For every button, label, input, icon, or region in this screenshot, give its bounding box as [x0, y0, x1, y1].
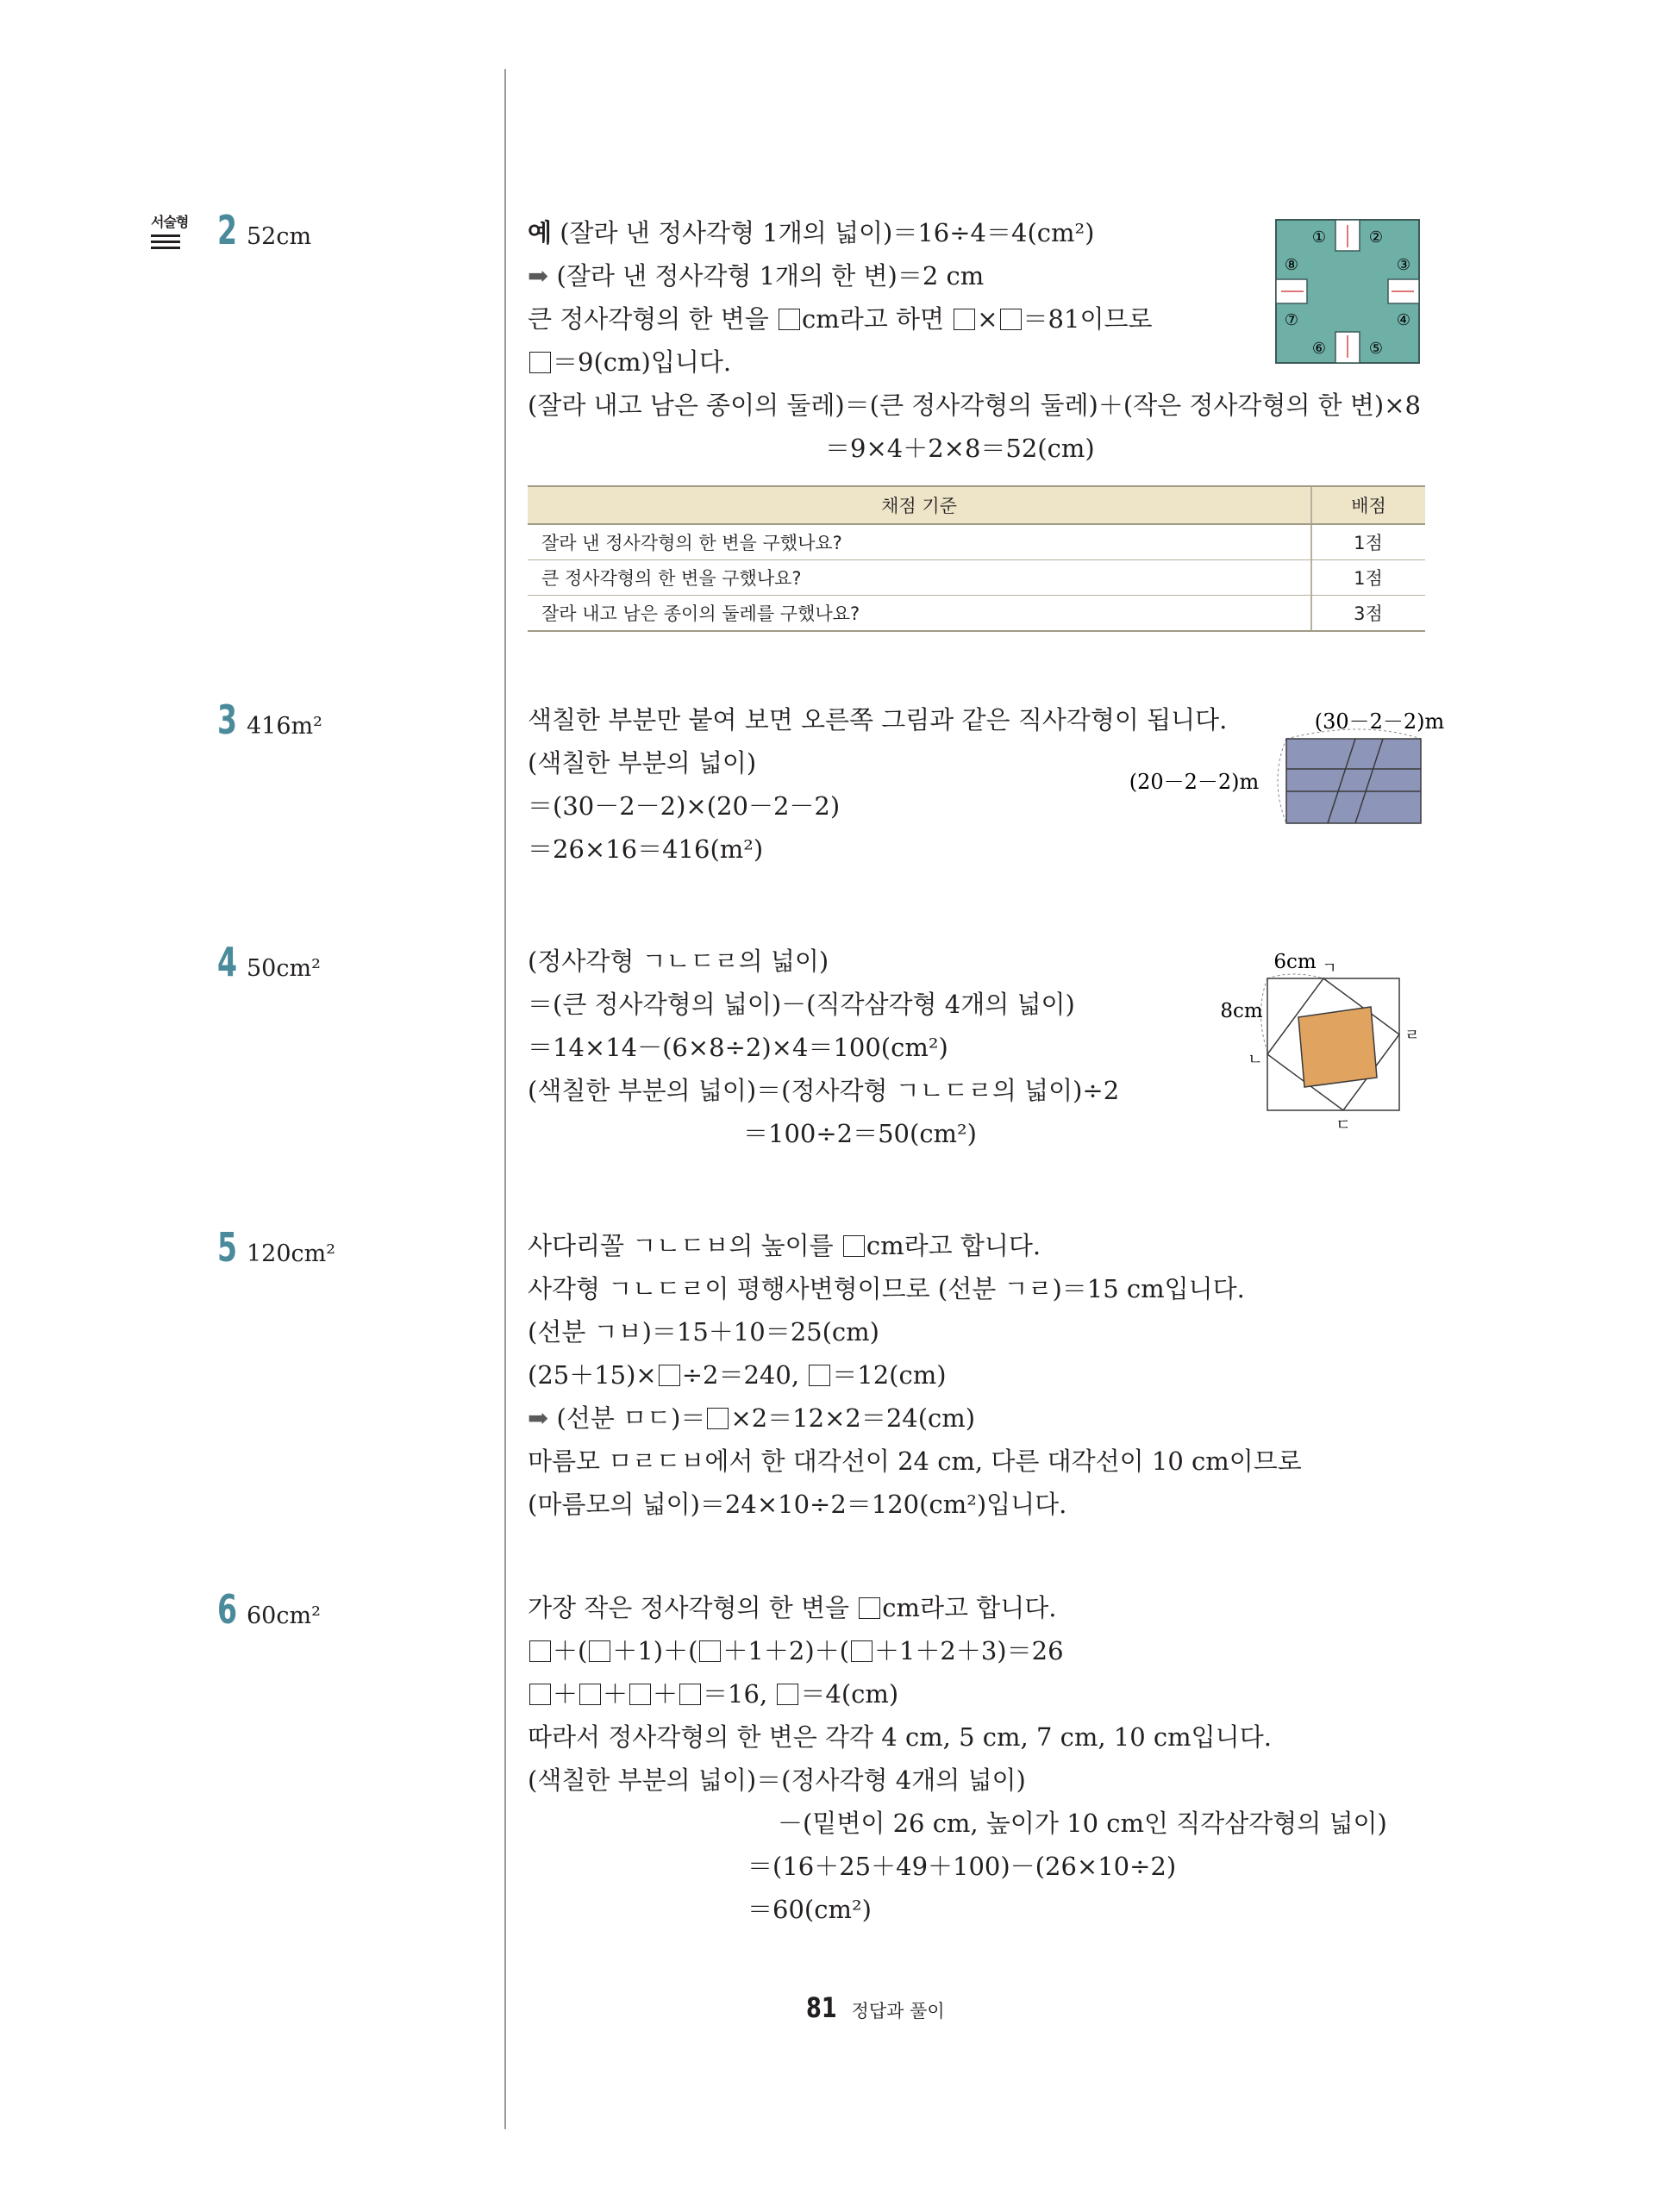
criteria-cell: 잘라 낸 정사각형의 한 변을 구했나요?: [528, 524, 1311, 560]
fig-label: ⑤: [1368, 340, 1384, 358]
solution-text: ＝12(cm): [832, 1360, 947, 1390]
shaded-square: [1298, 1007, 1377, 1087]
fig-label: ⑦: [1284, 311, 1299, 329]
blank-box: [843, 1235, 865, 1257]
solution-text: cm라고 하면: [802, 304, 953, 334]
table-row: [528, 596, 1425, 632]
blank-box: [529, 1684, 551, 1705]
solution-text: 큰 정사각형의 한 변을: [528, 304, 777, 334]
solution-text: ÷2＝240,: [681, 1360, 808, 1390]
badge-line: [151, 247, 180, 249]
solution-line: 색칠한 부분만 붙여 보면 오른쪽 그림과 같은 직사각형이 됩니다.: [528, 705, 1228, 734]
fig-label: ④: [1396, 311, 1411, 329]
solution-text: 가장 작은 정사각형의 한 변을: [528, 1593, 858, 1622]
solution-line: －(밑변이 26 cm, 높이가 10 cm인 직각삼각형의 넓이): [778, 1809, 1387, 1838]
answer-number: 3: [217, 697, 238, 743]
solution-text: ＝81이므로: [1023, 304, 1153, 334]
solution-text: (25＋15)×: [528, 1360, 657, 1390]
solution-line: 따라서 정사각형의 한 변은 각각 4 cm, 5 cm, 7 cm, 10 cm입니다.: [528, 1722, 1272, 1752]
footer-title: 정답과 풀이: [851, 2001, 945, 2021]
solution-line: (마름모의 넓이)＝24×10÷2＝120(cm²)입니다.: [528, 1490, 1067, 1519]
solution-text: ＋: [553, 1679, 579, 1709]
rectangle-road-figure: [1129, 703, 1448, 832]
solution-text: 사다리꼴 ㄱㄴㄷㅂ의 높이를: [528, 1231, 841, 1260]
blank-box: [589, 1640, 610, 1662]
answer-value: 120cm²: [247, 1240, 336, 1267]
answer-number: 5: [217, 1224, 238, 1271]
point-label: ㄱ: [1322, 959, 1337, 978]
answer-number: 2: [217, 207, 238, 253]
badge-line: [151, 241, 180, 243]
descriptive-badge: [151, 211, 196, 249]
solution-text: ＝4(cm): [800, 1679, 899, 1709]
table-row: [528, 560, 1425, 596]
solution-line: ＝100÷2＝50(cm²): [743, 1119, 977, 1148]
arrow-icon: ➡: [528, 261, 549, 291]
solution-text: ＝16,: [703, 1679, 776, 1709]
fig-label: ⑥: [1311, 340, 1327, 358]
solution-line: (잘라 낸 정사각형 1개의 한 변)＝2 cm: [556, 261, 985, 291]
blank-box: [707, 1408, 729, 1429]
header-points: 배점: [1311, 486, 1425, 524]
page-footer: [806, 1991, 945, 2024]
solution-line: 마름모 ㅁㄹㄷㅂ에서 한 대각선이 24 cm, 다른 대각선이 10 cm이므로: [528, 1447, 1302, 1476]
arrow-icon: ➡: [528, 1403, 549, 1433]
solution-5: [528, 1224, 1302, 1526]
answer-3: [217, 697, 322, 743]
answer-value: 50cm²: [247, 955, 321, 982]
blank-box: [529, 1640, 551, 1662]
solution-text: cm라고 합니다.: [866, 1231, 1041, 1260]
solution-line: ＝60(cm²): [747, 1895, 872, 1924]
solution-text: cm라고 합니다.: [882, 1593, 1057, 1622]
solution-line: 사각형 ㄱㄴㄷㄹ이 평행사변형이므로 (선분 ㄱㄹ)＝15 cm입니다.: [528, 1274, 1245, 1303]
fig-left-label: (20－2－2)m: [1129, 770, 1260, 794]
blank-box: [679, 1684, 701, 1705]
blank-box: [809, 1365, 830, 1386]
solution-line: ＝26×16＝416(m²): [528, 834, 764, 864]
points-cell: 1점: [1311, 524, 1425, 560]
solution-text: ＋: [653, 1679, 679, 1709]
solution-line: (색칠한 부분의 넓이)＝(정사각형 ㄱㄴㄷㄹ의 넓이)÷2: [528, 1076, 1120, 1105]
blank-box: [579, 1684, 601, 1705]
blank-box: [659, 1365, 680, 1386]
solution-text: ＋1)＋(: [612, 1636, 698, 1665]
blank-box: [1000, 309, 1022, 330]
points-cell: 1점: [1311, 560, 1425, 596]
table-header-row: [528, 486, 1425, 524]
shaded-rectangle: [1286, 739, 1421, 823]
points-cell: 3점: [1311, 596, 1425, 632]
criteria-cell: 큰 정사각형의 한 변을 구했나요?: [528, 560, 1311, 596]
answer-2: [217, 207, 311, 253]
solution-4: [528, 940, 1119, 1155]
solution-text: ＋: [603, 1679, 629, 1709]
blank-box: [629, 1684, 651, 1705]
blank-box: [859, 1597, 880, 1619]
blank-box: [699, 1640, 721, 1662]
answer-5: [217, 1224, 335, 1271]
point-label: ㄹ: [1404, 1027, 1420, 1045]
solution-6: [528, 1586, 1387, 1931]
solution-line: ＝(16＋25＋49＋100)－(26×10÷2): [747, 1852, 1177, 1881]
badge-label: 서술형: [151, 214, 189, 230]
solution-line: ＝(30－2－2)×(20－2－2): [528, 791, 841, 821]
blank-box: [954, 309, 975, 330]
solution-line: ＝9×4＋2×8＝52(cm): [825, 434, 1095, 463]
solution-text: ×: [977, 304, 998, 334]
scoring-table: [528, 485, 1425, 632]
solution-text: ＋(: [553, 1636, 588, 1665]
answer-number: 4: [217, 939, 238, 985]
inscribed-square-figure: [1207, 944, 1431, 1138]
answer-value: 52cm: [247, 223, 312, 250]
left-brace: [1278, 739, 1286, 823]
solution-text: (선분 ㅁㄷ)＝: [548, 1403, 706, 1433]
fig-top-label: 6cm: [1273, 951, 1317, 973]
answer-value: 60cm²: [247, 1603, 321, 1629]
solution-line: (정사각형 ㄱㄴㄷㄹ의 넓이): [528, 947, 829, 976]
page-number: 81: [806, 1991, 837, 2024]
point-label: ㄴ: [1248, 1051, 1263, 1069]
blank-box: [777, 1684, 798, 1705]
solution-text: ×2＝12×2＝24(cm): [730, 1403, 976, 1433]
solution-line: (선분 ㄱㅂ)＝15＋10＝25(cm): [528, 1317, 879, 1347]
blank-box: [779, 309, 800, 330]
solution-line: (잘라 내고 남은 종이의 둘레)＝(큰 정사각형의 둘레)＋(작은 정사각형의 한 변)×8: [528, 391, 1421, 420]
solution-text: ＋1＋2)＋(: [722, 1636, 849, 1665]
solution-line: (잘라 낸 정사각형 1개의 넓이)＝16÷4＝4(cm²): [560, 218, 1095, 247]
fig-label: ②: [1368, 228, 1384, 247]
blank-box: [851, 1640, 873, 1662]
fig-label: ⑧: [1284, 256, 1299, 274]
answer-4: [217, 939, 321, 985]
solution-3: [528, 698, 1227, 871]
solution-line: ＝(큰 정사각형의 넓이)－(직각삼각형 4개의 넓이): [528, 990, 1075, 1019]
answer-number: 6: [217, 1586, 238, 1633]
criteria-cell: 잘라 내고 남은 종이의 둘레를 구했나요?: [528, 596, 1311, 632]
fig-label: ③: [1396, 256, 1411, 274]
solution-line: (색칠한 부분의 넓이): [528, 748, 757, 778]
badge-line: [151, 234, 180, 237]
answer-6: [217, 1586, 321, 1633]
fig-label: ①: [1311, 228, 1327, 247]
cut-square-figure: [1274, 218, 1423, 366]
solution-text: ＋1＋2＋3)＝26: [873, 1636, 1064, 1665]
header-criteria: 채점 기준: [528, 486, 1311, 524]
point-label: ㄷ: [1335, 1116, 1351, 1134]
solution-line: ＝14×14－(6×8÷2)×4＝100(cm²): [528, 1033, 948, 1062]
answer-value: 416m²: [247, 713, 322, 740]
fig-top-label: (30－2－2)m: [1314, 709, 1445, 734]
column-divider: [504, 69, 506, 2129]
fig-left-label: 8cm: [1220, 1000, 1263, 1022]
table-row: [528, 524, 1425, 560]
solution-line: (색칠한 부분의 넓이)＝(정사각형 4개의 넓이): [528, 1765, 1026, 1795]
blank-box: [529, 352, 551, 373]
example-mark: 예: [528, 218, 553, 247]
solution-text: ＝9(cm)입니다.: [553, 347, 732, 377]
